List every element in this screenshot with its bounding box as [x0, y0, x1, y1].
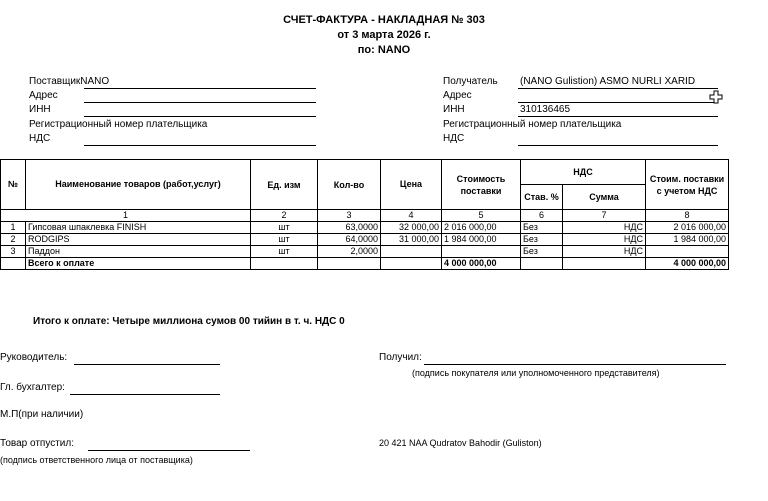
- supplier-underline: [84, 88, 316, 89]
- column-numbers-row: [1, 210, 729, 222]
- document-title: СЧЕТ-ФАКТУРА - НАКЛАДНАЯ № 303: [283, 14, 485, 26]
- recipient-vat-label: НДС: [443, 133, 465, 144]
- col-no-header: №: [1, 160, 26, 210]
- document-date: от 3 марта 2026 г.: [337, 29, 431, 41]
- col-number: 3: [318, 210, 381, 222]
- supplier-name: NANO: [80, 76, 110, 87]
- supplier-address-label: Адрес: [29, 90, 58, 101]
- row-unit: шт: [251, 222, 318, 234]
- supplier-inn-label: ИНН: [29, 104, 51, 115]
- supplier-inn-line: [84, 116, 316, 117]
- recipient-vat-line: [518, 145, 718, 146]
- supplier-address-line: [84, 102, 316, 103]
- received-note: (подпись покупателя или уполномоченного представителя): [412, 368, 660, 378]
- recipient-address-label: Адрес: [443, 90, 472, 101]
- col-price-header: Цена: [381, 160, 442, 210]
- move-cursor-icon: [709, 90, 723, 104]
- col-number: 2: [251, 210, 318, 222]
- row-qty: 63,0000: [318, 222, 381, 234]
- row-total: 2 016 000,00: [646, 222, 729, 234]
- stamp-label: М.П(при наличии): [0, 409, 84, 420]
- supplier-vat-label: НДС: [29, 133, 51, 144]
- recipient-label: Получатель: [443, 76, 498, 87]
- col-number: 1: [1, 210, 251, 222]
- row-no: 3: [1, 246, 26, 258]
- col-total-header: Стоим. поставки с учетом НДС: [646, 160, 729, 210]
- row-total: [646, 246, 729, 258]
- supplier-reg-label: Регистрационный номер плательщика: [29, 119, 208, 130]
- col-cost-header: Стоимость поставки: [442, 160, 521, 210]
- recipient-reg-label: Регистрационный номер плательщика: [443, 119, 622, 130]
- supplier-vat-line: [84, 145, 316, 146]
- col-number: 6: [521, 210, 563, 222]
- invoice-table: [0, 159, 729, 270]
- row-no: 1: [1, 222, 26, 234]
- row-vat: НДС: [563, 246, 646, 258]
- col-number: 8: [646, 210, 729, 222]
- col-number: 4: [381, 210, 442, 222]
- row-unit: шт: [251, 234, 318, 246]
- col-number: 5: [442, 210, 521, 222]
- total-cost: 4 000 000,00: [442, 258, 521, 270]
- proxy-text: 20 421 NAA Qudratov Bahodir (Guliston): [379, 438, 542, 448]
- row-total: 1 984 000,00: [646, 234, 729, 246]
- row-price: 32 000,00: [381, 222, 442, 234]
- received-label: Получил:: [379, 352, 422, 363]
- row-price: 31 000,00: [381, 234, 442, 246]
- table-row: [1, 246, 729, 258]
- recipient-address-line: [518, 102, 718, 103]
- total-with-vat: 4 000 000,00: [646, 258, 729, 270]
- recipient-inn-label: ИНН: [443, 104, 465, 115]
- recipient-inn-line: [518, 116, 718, 117]
- row-rate: Без: [521, 222, 563, 234]
- total-row: [1, 258, 729, 270]
- row-qty: 2,0000: [318, 246, 381, 258]
- accountant-label: Гл. бухгалтер:: [0, 382, 65, 393]
- row-name: Паддон: [26, 246, 251, 258]
- row-no: 2: [1, 234, 26, 246]
- row-rate: Без: [521, 246, 563, 258]
- row-name: RODGIPS: [26, 234, 251, 246]
- col-vat-sum-header: Сумма: [563, 185, 646, 210]
- col-name-header: Наименование товаров (работ,услуг): [26, 160, 251, 210]
- row-rate: Без: [521, 234, 563, 246]
- head-label: Руководитель:: [0, 352, 68, 363]
- col-qty-header: Кол-во: [318, 160, 381, 210]
- row-vat: НДС: [563, 222, 646, 234]
- table-row: [1, 234, 729, 246]
- row-price: [381, 246, 442, 258]
- recipient-name: (NANO Gulistion) ASMO NURLI XARID: [520, 76, 696, 87]
- supplier-line: [29, 76, 109, 87]
- row-unit: шт: [251, 246, 318, 258]
- table-row: [1, 222, 729, 234]
- recipient-inn-value: 310136465: [520, 104, 571, 115]
- row-name: Гипсовая шпаклевка FINISH: [26, 222, 251, 234]
- released-sign-line: [88, 450, 250, 451]
- row-cost: 1 984 000,00: [442, 234, 521, 246]
- row-vat: НДС: [563, 234, 646, 246]
- col-number: 7: [563, 210, 646, 222]
- recipient-underline: [518, 88, 718, 89]
- summary-text: Итого к оплате: Четыре миллиона сумов 00 тийин в т. ч. НДС 0: [33, 316, 345, 327]
- col-vat-header: НДС: [521, 160, 646, 185]
- total-label: Всего к оплате: [26, 258, 251, 270]
- released-label: Товар отпустил:: [0, 438, 74, 449]
- received-sign-line: [424, 364, 726, 365]
- row-cost: [442, 246, 521, 258]
- released-note: (подпись ответственного лица от поставщика): [0, 455, 193, 465]
- supplier-label: Поставщик: [29, 76, 81, 87]
- accountant-sign-line: [70, 394, 220, 395]
- col-unit-header: Ед. изм: [251, 160, 318, 210]
- col-vat-rate-header: Став. %: [521, 185, 563, 210]
- row-qty: 64,0000: [318, 234, 381, 246]
- document-basis: по: NANO: [357, 44, 411, 56]
- row-cost: 2 016 000,00: [442, 222, 521, 234]
- head-sign-line: [74, 364, 220, 365]
